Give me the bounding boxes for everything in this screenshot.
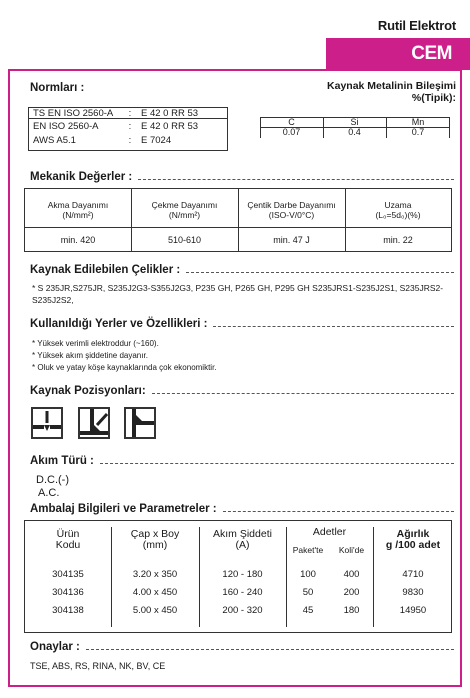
mech-row-line [25,227,451,228]
pkg-header-line: Adetler [312,526,347,538]
mech-header-line: Çentik Darbe Dayanımı [247,200,336,210]
composition-value-mn: 0.7 [411,127,425,137]
subtitle: Rutil Elektrot [377,18,456,33]
pkg-header-line: Kodu [55,539,81,551]
section-kullanim [30,318,454,330]
composition-title [327,80,456,104]
approvals-text: TSE, ABS, RS, RINA, NK, BV, CE [30,661,166,671]
section-akim [30,455,454,467]
section-celikler [30,264,454,276]
pkg-cell: 5.00 x 450 [132,605,178,616]
mech-header-unit: (L₀=5d₀)(%) [375,210,421,220]
mech-header-unit: (N/mm²) [62,210,94,220]
pkg-cell: 304136 [52,587,84,598]
steels-text [32,283,443,306]
norm-code: E 7024 [141,135,172,146]
pkg-cell: 304135 [52,569,84,580]
mech-value-uzama: min. 22 [383,235,413,245]
norm-standard: TS EN ISO 2560-A [33,108,114,119]
usage-list [32,338,217,374]
mech-header-uzama [345,200,451,220]
pkg-header-code [25,529,111,551]
mech-value-centik: min. 47 J [273,235,310,245]
pkg-cell: 200 - 320 [222,605,263,616]
pkg-header-size [111,529,199,551]
pkg-header-line: Akım Şiddeti [213,528,272,540]
mechanical-table [24,188,452,252]
norm-table [28,107,228,151]
composition-value-c: 0.07 [282,127,301,137]
composition-value-si: 0.4 [348,127,361,137]
mech-header-centik [238,200,345,220]
pkg-header-current [199,529,286,551]
pkg-cell: 180 [343,605,360,616]
section-ambalaj-title: Ambalaj Bilgileri ve Parametreler : [30,503,217,515]
pkg-header-line: (mm) [142,539,168,551]
pkg-header-line: g /100 adet [385,539,441,551]
section-normlar-title: Normları : [30,82,85,94]
flat-butt-weld-icon [31,407,63,439]
section-celikler-title: Kaynak Edilebilen Çelikler : [30,264,181,276]
pkg-header-line: (A) [235,539,250,551]
section-ambalaj [30,503,454,515]
pkg-header-line: Ağırlık [396,528,430,540]
pkg-cell: 160 - 240 [222,587,263,598]
section-kullanim-title: Kullanıldığı Yerler ve Özellikleri : [30,318,208,330]
mech-header-line: Uzama [384,200,412,210]
current-type-dc: D.C.(-) [36,474,69,486]
steels-line: * S 235JR,S275JR, S235J2G3-S355J2G3, P235 GH, P265 GH, P295 GH S235JRS1-S235J2S1, S235JRS2- [32,283,444,293]
section-onay-title: Onaylar : [30,641,80,653]
pkg-cell: 100 [300,569,316,580]
pkg-cell: 9830 [402,587,424,598]
mech-value-akma: min. 420 [60,235,96,245]
mech-header-line: Akma Dayanımı [47,200,109,210]
norm-row [33,121,225,132]
composition-title-line1: Kaynak Metalinin Bileşimi [327,80,456,92]
mech-value-cekme: 510-610 [167,235,202,245]
norm-divider [29,118,227,119]
norm-code: E 42 0 RR 53 [141,121,199,132]
pkg-cell: 400 [343,569,360,580]
current-type-ac: A.C. [38,487,60,499]
section-pozisyon-title: Kaynak Pozisyonları: [30,385,146,397]
mech-header-akma [25,200,131,220]
section-normlar [30,82,180,94]
pkg-subheader-package: Paket'te [292,545,324,555]
pkg-header-weight [373,529,453,551]
norm-code: E 42 0 RR 53 [141,108,199,119]
pkg-cell: 50 [302,587,314,598]
norm-standard: EN ISO 2560-A [33,121,99,132]
mech-header-unit: (N/mm²) [168,210,201,220]
flat-fillet-weld-icon [124,407,156,439]
composition-header-mn: Mn [411,117,425,127]
norm-separator: : [128,121,132,132]
section-onay [30,641,454,653]
steels-line: S235J2S2, [32,294,74,305]
composition-title-line2: %(Tipik): [411,92,456,104]
composition-table [260,117,450,138]
pkg-cell: 4.00 x 450 [132,587,178,598]
section-pozisyon [30,385,454,397]
horizontal-fillet-weld-icon [78,407,110,439]
norm-separator: : [128,108,132,119]
section-mekanik-title: Mekanik Değerler : [30,171,133,183]
section-mekanik [30,171,454,183]
pkg-header-line: Çap x Boy [130,528,180,540]
composition-header-c: C [288,117,295,127]
mech-header-line: Çekme Dayanımı [151,200,218,210]
norm-row [33,135,225,146]
pkg-cell: 45 [302,605,314,616]
pkg-cell: 3.20 x 350 [132,569,178,580]
pkg-cell: 200 [343,587,360,598]
pkg-cell: 120 - 180 [222,569,263,580]
pkg-cell: 4710 [402,569,424,580]
mech-header-unit: (ISO-V/0°C) [268,210,315,220]
product-banner [326,38,470,70]
usage-item: * Yüksek akım şiddetine dayanır. [32,351,148,360]
usage-item: * Yüksek verimli elektroddur (~160). [32,339,159,348]
mech-header-cekme [131,200,238,220]
pkg-header-quantities [286,527,373,538]
usage-item: * Oluk ve yatay köşe kaynaklarında çok ekonomiktir. [32,363,217,372]
norm-standard: AWS A5.1 [33,135,76,146]
composition-header-si: Si [350,117,359,127]
packaging-table [24,520,452,633]
pkg-subheader-box: Koli'de [338,545,365,555]
pkg-header-line: Ürün [56,528,80,540]
norm-separator: : [128,135,132,146]
pkg-cell: 304138 [52,605,84,616]
pkg-cell: 14950 [399,605,427,616]
section-akim-title: Akım Türü : [30,455,94,467]
product-name: CEM [411,43,452,64]
